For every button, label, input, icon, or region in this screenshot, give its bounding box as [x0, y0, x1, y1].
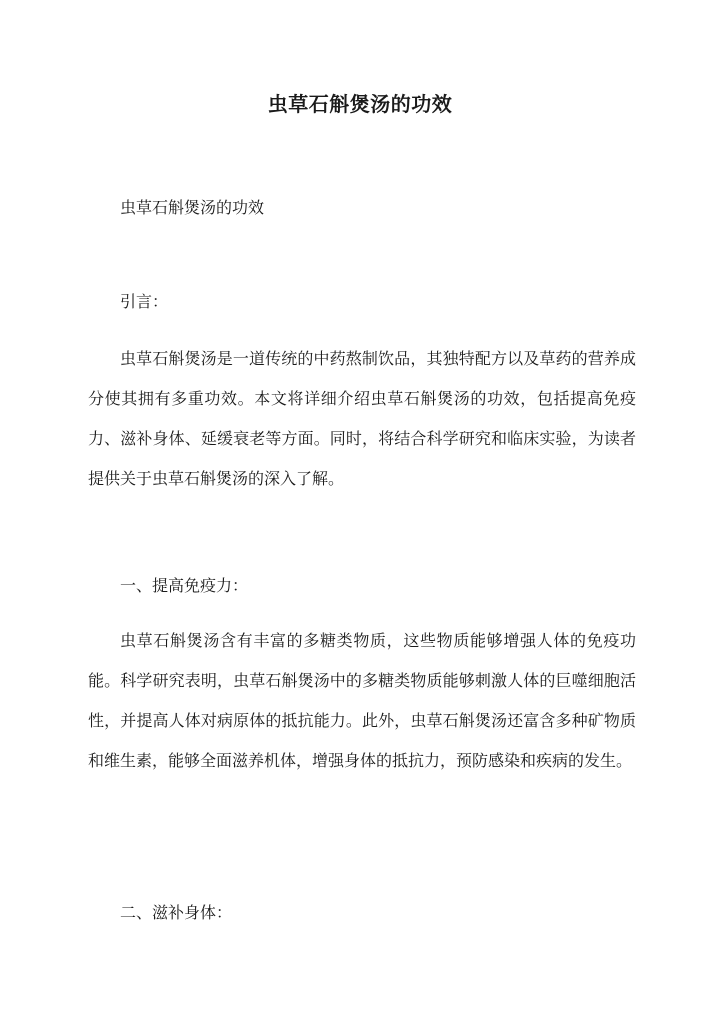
- intro-paragraph: 虫草石斛煲汤是一道传统的中药熬制饮品，其独特配方以及草药的营养成分使其拥有多重功效。本文将详细介绍虫草石斛煲汤的功效，包括提高免疫力、滋补身体、延缓衰老等方面。同时，将结合科学研究和临床实验，为读者提供关于虫草石斛煲汤的深入了解。: [88, 349, 636, 488]
- section1-heading-block: [88, 566, 636, 606]
- intro-heading-block: [88, 282, 636, 322]
- document-subtitle: 虫草石斛煲汤的功效: [120, 198, 265, 217]
- intro-heading: 引言：: [120, 292, 169, 311]
- section1-paragraph-block: [88, 621, 636, 781]
- section1-paragraph: 虫草石斛煲汤含有丰富的多糖类物质，这些物质能够增强人体的免疫功能。科学研究表明，虫草石斛煲汤中的多糖类物质能够刺激人体的巨噬细胞活性，并提高人体对病原体的抵抗能力。此外，虫草石斛煲汤还富含多种矿物质和维生素，能够全面滋养机体，增强身体的抵抗力，预防感染和疾病的发生。: [88, 631, 636, 770]
- subtitle-block: [88, 188, 636, 228]
- intro-paragraph-block: [88, 339, 636, 499]
- section2-heading-block: [88, 893, 636, 933]
- page-title: 虫草石斛煲汤的功效: [267, 92, 453, 116]
- section1-heading: 一、提高免疫力：: [120, 576, 249, 595]
- section2-heading: 二、滋补身体：: [120, 903, 233, 922]
